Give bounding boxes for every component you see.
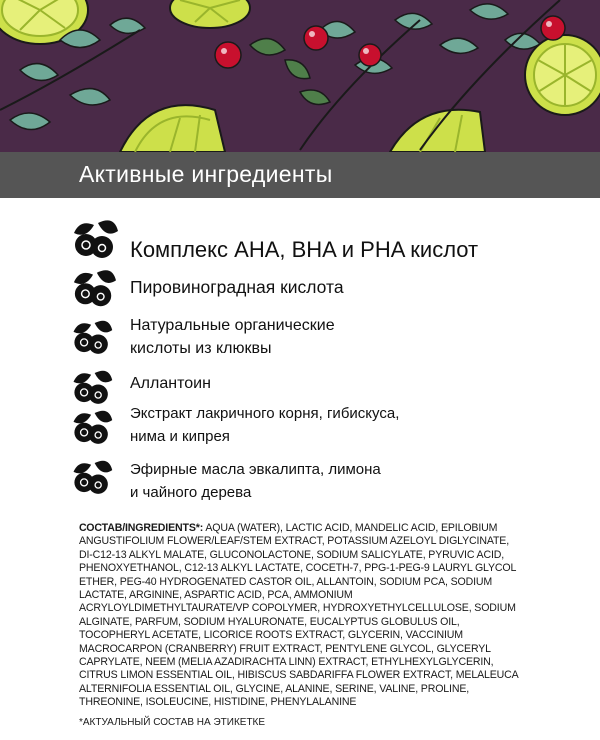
footnote: *АКТУАЛЬНЫЙ СОСТАВ НА ЭТИКЕТКЕ	[79, 717, 266, 728]
berry-leaf-icon	[70, 457, 114, 499]
decorative-banner	[0, 0, 600, 152]
ingredient-line-1: Натуральные органические	[130, 317, 335, 334]
ingredient-line-1: Пировиноградная кислота	[130, 277, 344, 297]
lime-slice-icon	[390, 110, 485, 152]
ingredient-line-1: Эфирные масла эвкалипта, лимона	[130, 461, 381, 478]
ingredient-line-1: Аллантоин	[130, 375, 211, 392]
composition-label: СОСТАВ/INGREDIENTS*:	[79, 522, 204, 534]
lime-slice-icon	[120, 105, 225, 152]
berry-leaf-icon	[70, 317, 114, 359]
ingredient-line-2: нима и кипрея	[130, 428, 230, 445]
lime-slice-icon	[170, 0, 250, 28]
composition-block	[79, 522, 524, 710]
berry-leaf-icon	[70, 267, 118, 311]
berry-leaf-icon	[70, 407, 114, 449]
ingredient-line-1: Комплекс AHA, BHA и PHA кислот	[130, 237, 479, 262]
ingredient-line-1: Экстракт лакричного корня, гибискуса,	[130, 405, 400, 422]
ingredient-line-2: кислоты из клюквы	[130, 340, 272, 357]
botanical-illustration	[0, 0, 600, 152]
lime-slice-icon	[525, 35, 600, 115]
composition-text: AQUA (WATER), LACTIC ACID, MANDELIC ACID, EPILOBIUM ANGUSTIFOLIUM FLOWER/LEAF/STEM EXTRACT, POTASSIUM AZELOYL DIGLYCINATE, DI-C12-13 ALKYL MALATE, GLUCONOLACTONE, SODIUM SALICYLATE, PYRUVIC ACID, PHENOXYETHANOL, C12-13 ALKYL LACTATE, COCETH-7, PPG-1-PEG-9 LAURYL GLYCOL ETHER, PEG-40 HYDROGENATED CASTOR OIL, ALLANTOIN, SODIUM PCA, SODIUM LACTATE, ARGININE, ASPARTIC ACID, PCA, AMMONIUM ACRYLOYLDIMETHYLTAURATE/VP COPOLYMER, HYDROXYETHYLCELLULOSE, SODIUM ALGINATE, PARFUM, SODIUM HYALURONATE, EUCALYPTUS GLOBULUS OIL, TOCOPHERYL ACETATE, LICORICE ROOTS EXTRACT, GLYCERIN, VACCINIUM MACROCARPON (CRANBERRY) FRUIT EXTRACT, PENTYLENE GLYCOL, GLYCERYL CAPRYLATE, NEEM (MELIA AZADIRACHTA LINN) EXTRACT, ETHYLHEXYLGLYCERIN, CITRUS LIMON ESSENTIAL OIL, HIBISCUS SABDARIFFA FLOWER EXTRACT, MELALEUCA ALTERNIFOLIA ESSENTIAL OIL, GLYCINE, ALANINE, SERINE, VALINE, PROLINE, THREONINE, ISOLEUCINE, HISTIDINE, PHENYLALANINE	[79, 522, 518, 709]
section-title: Активные ингредиенты	[79, 161, 333, 187]
section-header	[0, 152, 600, 198]
ingredient-line-2: и чайного дерева	[130, 484, 252, 501]
berry-leaf-icon	[70, 367, 114, 409]
berry-leaf-icon	[70, 217, 120, 263]
